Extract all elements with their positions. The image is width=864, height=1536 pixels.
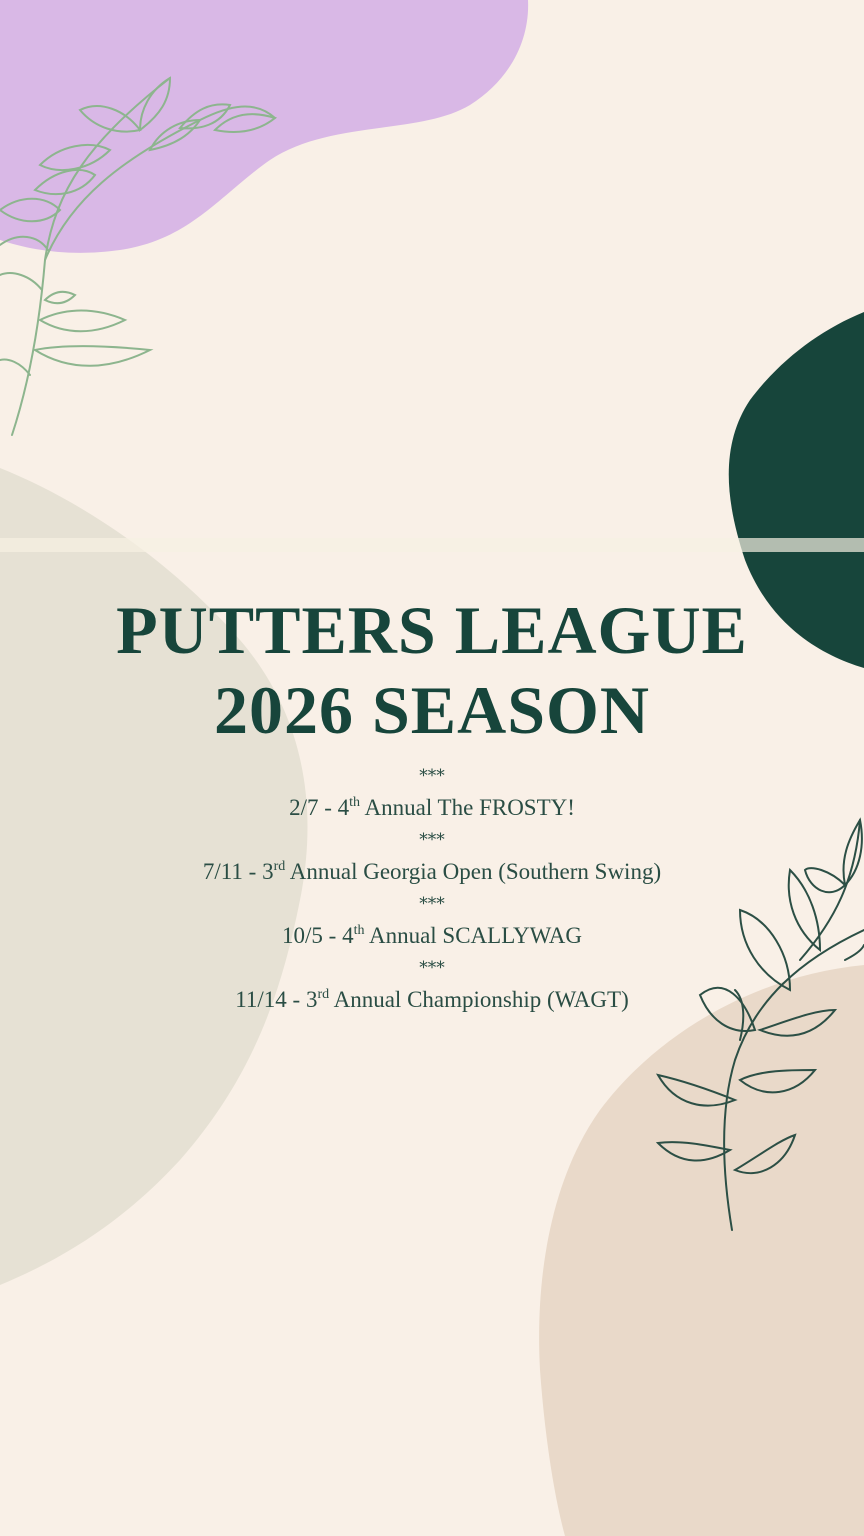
separator: ***	[419, 958, 445, 978]
title-block	[0, 590, 864, 750]
event-item: 2/7 - 4th Annual The FROSTY!	[289, 795, 575, 820]
event-number: 4	[337, 795, 350, 820]
title-line-2: 2026 SEASON	[213, 672, 651, 748]
event-ordinal: th	[353, 923, 365, 938]
lavender-blob	[0, 0, 528, 253]
event-name: Annual Georgia Open (Southern Swing)	[289, 859, 662, 884]
event-number: 3	[262, 859, 274, 884]
poster-content	[0, 590, 864, 1020]
event-name: Annual The FROSTY!	[364, 795, 575, 820]
event-number: 3	[305, 987, 318, 1012]
separator: ***	[419, 766, 445, 786]
event-item: 10/5 - 4th Annual SCALLYWAG	[282, 923, 582, 948]
event-ordinal: rd	[273, 859, 286, 874]
event-name: Annual Championship (WAGT)	[333, 987, 629, 1012]
event-date: 7/11	[202, 859, 243, 884]
title-line-1: PUTTERS LEAGUE	[116, 592, 748, 668]
event-date: 11/14	[235, 987, 287, 1012]
tan-blob	[539, 965, 864, 1536]
event-number: 4	[342, 923, 354, 948]
light-band	[0, 538, 864, 552]
event-date: 2/7	[289, 795, 319, 820]
separator: ***	[419, 894, 445, 914]
event-name: Annual SCALLYWAG	[368, 923, 582, 948]
separator: ***	[419, 830, 445, 850]
event-item: 11/14 - 3rd Annual Championship (WAGT)	[235, 987, 629, 1012]
event-date: 10/5	[282, 923, 323, 948]
event-ordinal: th	[349, 795, 361, 810]
event-item: 7/11 - 3rd Annual Georgia Open (Southern Swing)	[202, 859, 662, 884]
event-ordinal: rd	[317, 987, 330, 1002]
